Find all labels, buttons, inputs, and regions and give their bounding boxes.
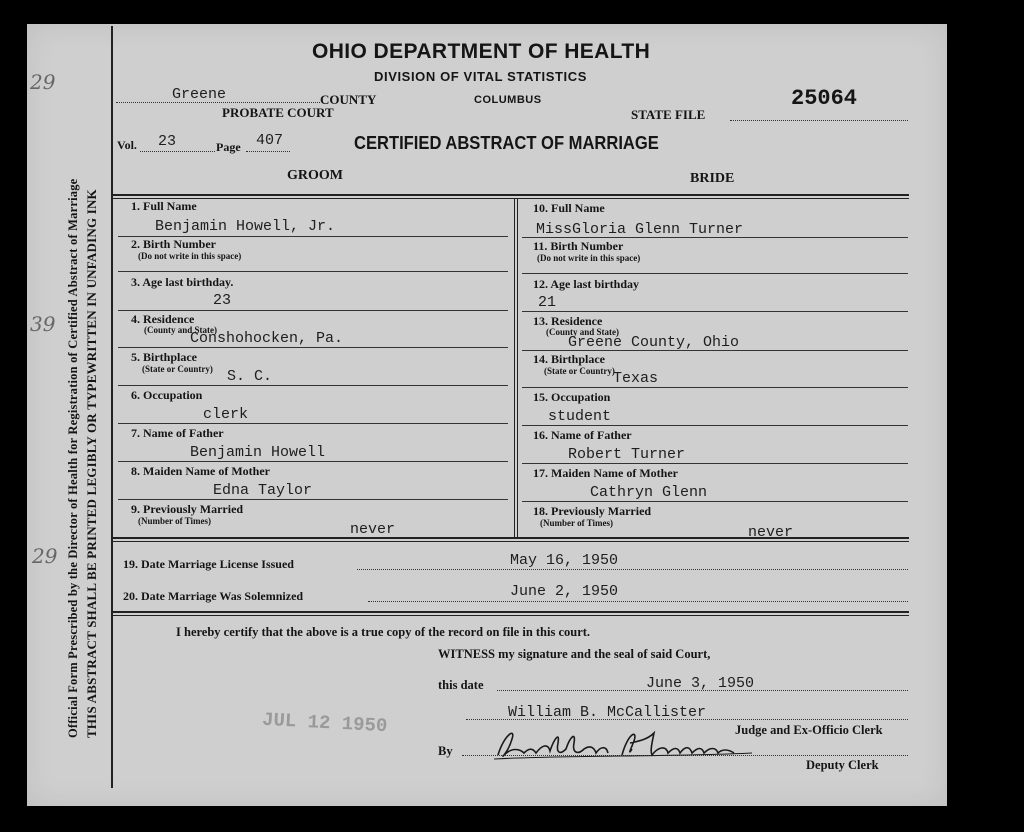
groom-occupation-label: 6. Occupation	[131, 388, 203, 402]
bride-father-value: Robert Turner	[568, 446, 686, 463]
witness-statement: WITNESS my signature and the seal of said Court,	[438, 647, 711, 661]
bride-age-label: 12. Age last birthday	[533, 277, 640, 291]
this-date-value: June 3, 1950	[646, 675, 755, 692]
bride-age-value: 21	[538, 294, 557, 311]
judge-name: William B. McCallister	[508, 704, 707, 721]
bride-heading: BRIDE	[690, 171, 735, 186]
groom-residence-note: (County and State)	[144, 325, 218, 335]
bride-previously-married-label: 18. Previously Married	[533, 504, 652, 518]
groom-mother-label: 8. Maiden Name of Mother	[131, 464, 270, 478]
groom-birthplace-note: (State or Country)	[142, 364, 213, 374]
solemnized-label: 20. Date Marriage Was Solemnized	[123, 589, 304, 603]
row-line	[118, 385, 508, 386]
bride-occupation-value: student	[548, 408, 612, 425]
state-file-line	[730, 120, 908, 121]
column-divider	[514, 198, 515, 538]
table-top-rule-2	[113, 198, 909, 199]
groom-residence-label: 4. Residence	[131, 312, 195, 326]
groom-previously-married-note: (Number of Times)	[138, 516, 211, 526]
table-top-rule	[113, 194, 909, 196]
margin-note-1: 29	[30, 70, 56, 94]
row-line	[522, 237, 908, 238]
groom-occupation-value: clerk	[203, 406, 249, 423]
page-line	[246, 151, 290, 152]
county-value: Greene	[172, 86, 227, 103]
groom-heading: GROOM	[287, 168, 343, 183]
row-line	[522, 463, 908, 464]
division-title: DIVISION OF VITAL STATISTICS	[374, 69, 588, 84]
groom-birth-number-note: (Do not write in this space)	[138, 251, 242, 261]
groom-residence-value: Conshohocken, Pa.	[190, 330, 344, 347]
bride-residence-label: 13. Residence	[533, 314, 603, 328]
groom-birth-number-label: 2. Birth Number	[131, 237, 216, 251]
page-label: Page	[216, 140, 241, 154]
row-line	[522, 387, 908, 388]
state-file-label: STATE FILE	[631, 107, 706, 122]
row-line	[118, 499, 508, 500]
license-issued-label: 19. Date Marriage License Issued	[123, 557, 294, 571]
sidebar-instruction-text: THIS ABSTRACT SHALL BE PRINTED LEGIBLY OR TYPEWRITTEN IN UNFADING INK	[84, 189, 99, 738]
groom-mother-value: Edna Taylor	[213, 482, 313, 499]
department-title: OHIO DEPARTMENT OF HEALTH	[312, 40, 651, 63]
row-line	[522, 273, 908, 274]
form-left-border	[111, 26, 113, 788]
solemnized-line	[368, 601, 908, 602]
groom-birthplace-label: 5. Birthplace	[131, 350, 197, 364]
bride-full-name-value: MissGloria Glenn Turner	[536, 221, 744, 238]
table-bottom-rule-2	[113, 541, 909, 542]
state-file-number: 25064	[791, 86, 858, 111]
page-value: 407	[256, 132, 284, 149]
bride-birthplace-label: 14. Birthplace	[533, 352, 605, 366]
vol-line	[140, 151, 215, 152]
bride-occupation-label: 15. Occupation	[533, 390, 611, 404]
by-label: By	[438, 744, 453, 758]
row-line	[522, 311, 908, 312]
deputy-clerk-title: Deputy Clerk	[806, 758, 879, 772]
bride-previously-married-note: (Number of Times)	[540, 518, 613, 528]
row-line	[522, 501, 908, 502]
groom-full-name-label: 1. Full Name	[131, 199, 197, 213]
vol-label: Vol.	[117, 138, 137, 152]
groom-father-label: 7. Name of Father	[131, 426, 224, 440]
judge-line	[466, 719, 908, 720]
bride-birth-number-label: 11. Birth Number	[533, 239, 624, 253]
bride-mother-value: Cathryn Glenn	[590, 484, 708, 501]
groom-birthplace-value: S. C.	[227, 368, 273, 385]
bride-previously-married-value: never	[748, 524, 794, 541]
sidebar-official-form-text: Official Form Prescribed by the Director of Health for Registration of Certified Abstract of Marriage	[66, 178, 80, 738]
bride-residence-value: Greene County, Ohio	[568, 334, 740, 351]
form-title: CERTIFIED ABSTRACT OF MARRIAGE	[354, 133, 659, 153]
deputy-signature	[490, 725, 760, 763]
county-label: COUNTY	[320, 92, 377, 107]
this-date-label: this date	[438, 678, 484, 692]
groom-previously-married-label: 9. Previously Married	[131, 502, 244, 516]
margin-note-2: 39	[30, 312, 56, 336]
row-line	[118, 310, 508, 311]
license-issued-value: May 16, 1950	[510, 552, 619, 569]
groom-previously-married-value: never	[350, 521, 396, 538]
received-stamp: JUL 12 1950	[261, 708, 388, 738]
bride-mother-label: 17. Maiden Name of Mother	[533, 466, 678, 480]
solemnized-value: June 2, 1950	[510, 583, 619, 600]
row-line	[118, 423, 508, 424]
certification-statement: I hereby certify that the above is a true copy of the record on file in this court.	[176, 625, 591, 639]
vol-value: 23	[158, 133, 177, 150]
row-line	[118, 461, 508, 462]
certification-top-rule-2	[113, 615, 909, 616]
bride-father-label: 16. Name of Father	[533, 428, 632, 442]
row-line	[118, 347, 508, 348]
bride-birthplace-value: Texas	[613, 370, 659, 387]
bride-residence-note: (County and State)	[546, 327, 620, 337]
groom-full-name-value: Benjamin Howell, Jr.	[155, 218, 336, 235]
groom-age-label: 3. Age last birthday.	[131, 275, 234, 289]
column-divider-2	[517, 198, 518, 538]
bride-birthplace-note: (State or Country)	[544, 366, 615, 376]
license-issued-line	[357, 569, 908, 570]
probate-court-label: PROBATE COURT	[222, 105, 334, 120]
groom-father-value: Benjamin Howell	[190, 444, 326, 461]
city-label: COLUMBUS	[474, 94, 542, 106]
bride-birth-number-note: (Do not write in this space)	[537, 253, 641, 263]
row-line	[522, 350, 908, 351]
groom-age-value: 23	[213, 292, 232, 309]
judge-title: Judge and Ex-Officio Clerk	[735, 723, 883, 737]
certification-top-rule	[113, 611, 909, 613]
row-line	[522, 425, 908, 426]
row-line	[118, 271, 508, 272]
margin-note-3: 29	[32, 544, 58, 568]
bride-full-name-label: 10. Full Name	[533, 201, 605, 215]
